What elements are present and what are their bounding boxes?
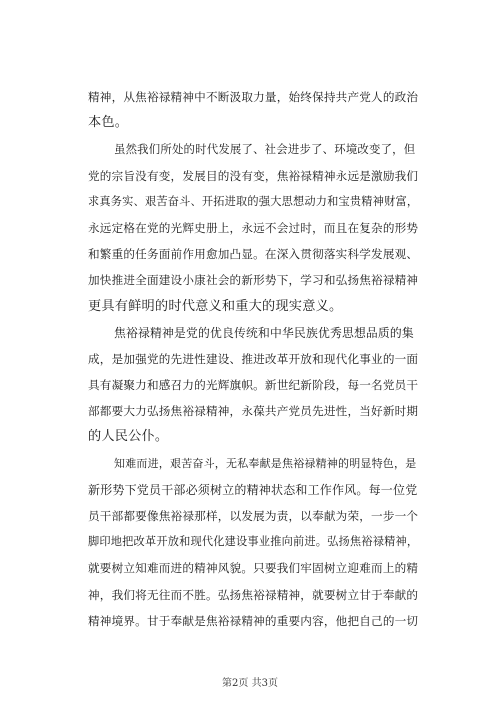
text-line: 成，是加强党的先进性建设、推进改革开放和现代化事业的一面: [88, 351, 419, 366]
text-line: 精神境界。甘于奉献是焦裕禄精神的重要内容，他把自己的一切: [88, 613, 419, 628]
text-line: 精神，从焦裕禄精神中不断汲取力量，始终保持共产党人的政治: [88, 90, 419, 104]
text-line: 永远定格在党的光辉史册上，永远不会过时，而且在复杂的形势: [88, 220, 419, 235]
document-body: [88, 84, 418, 634]
text-line: 求真务实、艰苦奋斗、开拓进取的强大思想动力和宝贵精神财富，: [88, 194, 419, 208]
text-line: 部都要大力弘扬焦裕禄精神，永葆共产党员先进性，当好新时期: [88, 404, 419, 419]
text-line: 本色。: [88, 115, 129, 131]
text-line: 新形势下党员干部必须树立的精神状态和工作作风。每一位党: [88, 482, 418, 497]
text-line: 就要树立知难而进的精神风貌。只要我们牢固树立迎难而上的精: [88, 561, 419, 576]
text-line: 具有凝聚力和感召力的光辉旗帜。新世纪新阶段，每一名党员干: [88, 378, 419, 393]
text-line: 和繁重的任务面前作用愈加凸显。在深入贯彻落实科学发展观、: [88, 247, 419, 262]
text-line: 神，我们将无往而不胜。弘扬焦裕禄精神，就要树立甘于奉献的: [88, 587, 419, 602]
paragraph-start-line: 焦裕禄精神是党的优良传统和中华民族优秀思想品质的集: [114, 325, 414, 340]
text-line: 的人民公仆。: [88, 429, 169, 445]
paragraph-start-line: 虽然我们所处的时代发展了、社会进步了、环境改变了，但: [114, 142, 416, 157]
text-line: 脚印地把改革开放和现代化建设事业推向前进。弘扬焦裕禄精神，: [88, 535, 419, 549]
paragraph-start-line: 知难而进，艰苦奋斗，无私奉献是焦裕禄精神的明显特色，是: [114, 456, 417, 470]
text-line: 加快推进全面建设小康社会的新形势下，学习和弘扬焦裕禄精神: [88, 273, 419, 288]
text-line: 党的宗旨没有变，发展目的没有变，焦裕禄精神永远是激励我们: [88, 168, 419, 183]
page-number-footer: 第2页 共3页: [222, 678, 278, 689]
text-line: 员干部都要像焦裕禄那样，以发展为责，以奉献为荣，一步一个: [88, 509, 419, 523]
text-line: 更具有鲜明的时代意义和重大的现实意义。: [88, 298, 343, 314]
